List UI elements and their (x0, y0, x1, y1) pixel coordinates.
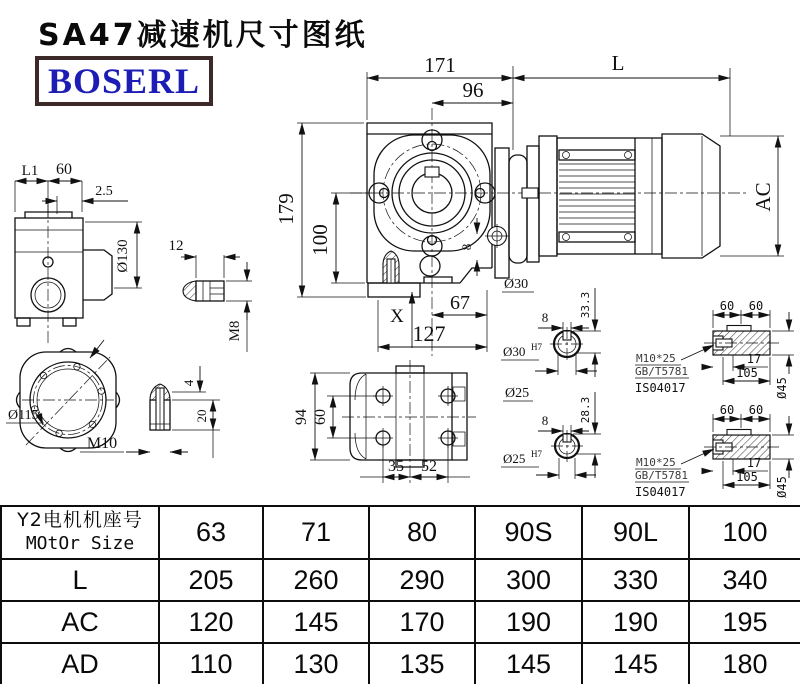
col-100: 100 (689, 506, 800, 559)
dim-28-3: 28.3 (579, 396, 592, 424)
dim-100: 100 (308, 224, 332, 256)
header-motor-size-en: MOtOr Size (25, 533, 135, 555)
label-iso: IS04017 (635, 485, 686, 499)
dim-L1: L1 (21, 163, 39, 179)
motor (539, 134, 720, 258)
input-flange-block (83, 250, 112, 300)
cell: 135 (369, 643, 475, 684)
side-outline (15, 205, 112, 345)
label-o30h7: Ø30 (503, 344, 526, 359)
dim-179: 179 (274, 193, 298, 225)
cell: 290 (369, 559, 475, 601)
dim-L: L (611, 51, 625, 75)
col-90s: 90S (475, 506, 582, 559)
cell: 130 (263, 643, 369, 684)
cell: 120 (159, 601, 263, 643)
dim-33-3: 33.3 (579, 291, 592, 319)
dim-94: 94 (293, 409, 310, 425)
plug-detail-m10 (80, 366, 220, 458)
dim-60b: 60 (748, 299, 764, 313)
label-gb: GB/T5781 (635, 365, 688, 378)
table-row-AC (1, 601, 800, 643)
label-o25h7: Ø25 (503, 451, 526, 466)
dim-45: Ø45 (775, 476, 789, 498)
dim-45: Ø45 (775, 377, 789, 399)
table-row-L (1, 559, 800, 601)
col-71: 71 (263, 506, 369, 559)
dim-105: 105 (736, 366, 758, 380)
label-o30h7-fit: H7 (531, 342, 542, 352)
cell: 145 (582, 643, 689, 684)
cell: 145 (263, 601, 369, 643)
dim-M8: M8 (227, 320, 243, 342)
front-dimensions (274, 51, 784, 352)
cell: 180 (689, 643, 800, 684)
page-title: SA47减速机尺寸图纸 (38, 18, 368, 53)
row-label-AD: AD (1, 643, 159, 684)
brand-logo: BOSERL (35, 56, 213, 106)
dim-keyway-8: 8 (459, 243, 474, 251)
section-bore-30 (501, 277, 601, 377)
shaft-detail-1 (635, 299, 794, 399)
dim-127: 127 (412, 321, 446, 346)
dim-67: 67 (450, 292, 470, 314)
drain-boss (420, 256, 440, 276)
dim-2_5: 2.5 (95, 184, 113, 199)
front-view (274, 51, 784, 356)
shaft-detail-2 (635, 403, 794, 499)
cooling-fins (559, 164, 635, 224)
col-63: 63 (159, 506, 263, 559)
col-90l: 90L (582, 506, 689, 559)
cell: 170 (369, 601, 475, 643)
label-iso: IS04017 (635, 381, 686, 395)
label-gb: GB/T5781 (635, 469, 688, 482)
cell: 110 (159, 643, 263, 684)
dim-60: 60 (56, 161, 72, 178)
dim-key8-30: 8 (541, 310, 549, 325)
header-motor-size-cn: Y2电机机座号 (17, 509, 143, 532)
label-o30: Ø30 (504, 277, 529, 292)
cell: 190 (582, 601, 689, 643)
col-80: 80 (369, 506, 475, 559)
dim-96: 96 (462, 78, 484, 102)
motor-adapter (485, 146, 539, 278)
dim-115: Ø115 (8, 408, 39, 423)
cell: 195 (689, 601, 800, 643)
label-bolt: M10*25 (636, 352, 676, 365)
label-o25h7-fit: H7 (531, 449, 542, 459)
dim-M10: M10 (86, 435, 118, 452)
row-label-L: L (1, 559, 159, 601)
side-view (15, 161, 142, 345)
label-bolt: M10*25 (636, 456, 676, 469)
dim-60b: 60 (312, 409, 329, 425)
dim-171: 171 (424, 53, 456, 77)
section-bore-25 (501, 386, 601, 479)
cell: 300 (475, 559, 582, 601)
dim-AC: AC (751, 182, 775, 212)
cell: 205 (159, 559, 263, 601)
dim-17: 17 (746, 352, 762, 366)
key (727, 430, 751, 436)
table-header-row (1, 506, 800, 559)
cell: 330 (582, 559, 689, 601)
table-row-AD (1, 643, 800, 684)
cell: 340 (689, 559, 800, 601)
cell: 190 (475, 601, 582, 643)
key (727, 326, 751, 332)
dim-20: 20 (194, 409, 209, 423)
motor-size-table (0, 505, 800, 684)
dim-105: 105 (736, 470, 758, 484)
plug-detail-m8 (169, 238, 253, 352)
dim-60b: 60 (748, 403, 764, 417)
dim-4: 4 (181, 379, 196, 387)
row-label-AC: AC (1, 601, 159, 643)
dim-60a: 60 (719, 299, 735, 313)
dim-17: 17 (746, 456, 762, 470)
header-motor-size (1, 506, 159, 559)
dim-60a: 60 (719, 403, 735, 417)
bottom-view (293, 360, 476, 486)
dim-12: 12 (168, 238, 184, 254)
label-o25: Ø25 (505, 386, 530, 401)
fan-cowl (662, 134, 720, 258)
flange-view (6, 340, 220, 458)
dim-X: X (390, 306, 404, 327)
dim-130: Ø130 (115, 239, 131, 273)
breather-plug (383, 251, 399, 283)
cell: 260 (263, 559, 369, 601)
dim-52: 52 (421, 458, 437, 475)
dim-35: 35 (388, 458, 404, 475)
dim-key8-25: 8 (541, 413, 549, 428)
cell: 145 (475, 643, 582, 684)
